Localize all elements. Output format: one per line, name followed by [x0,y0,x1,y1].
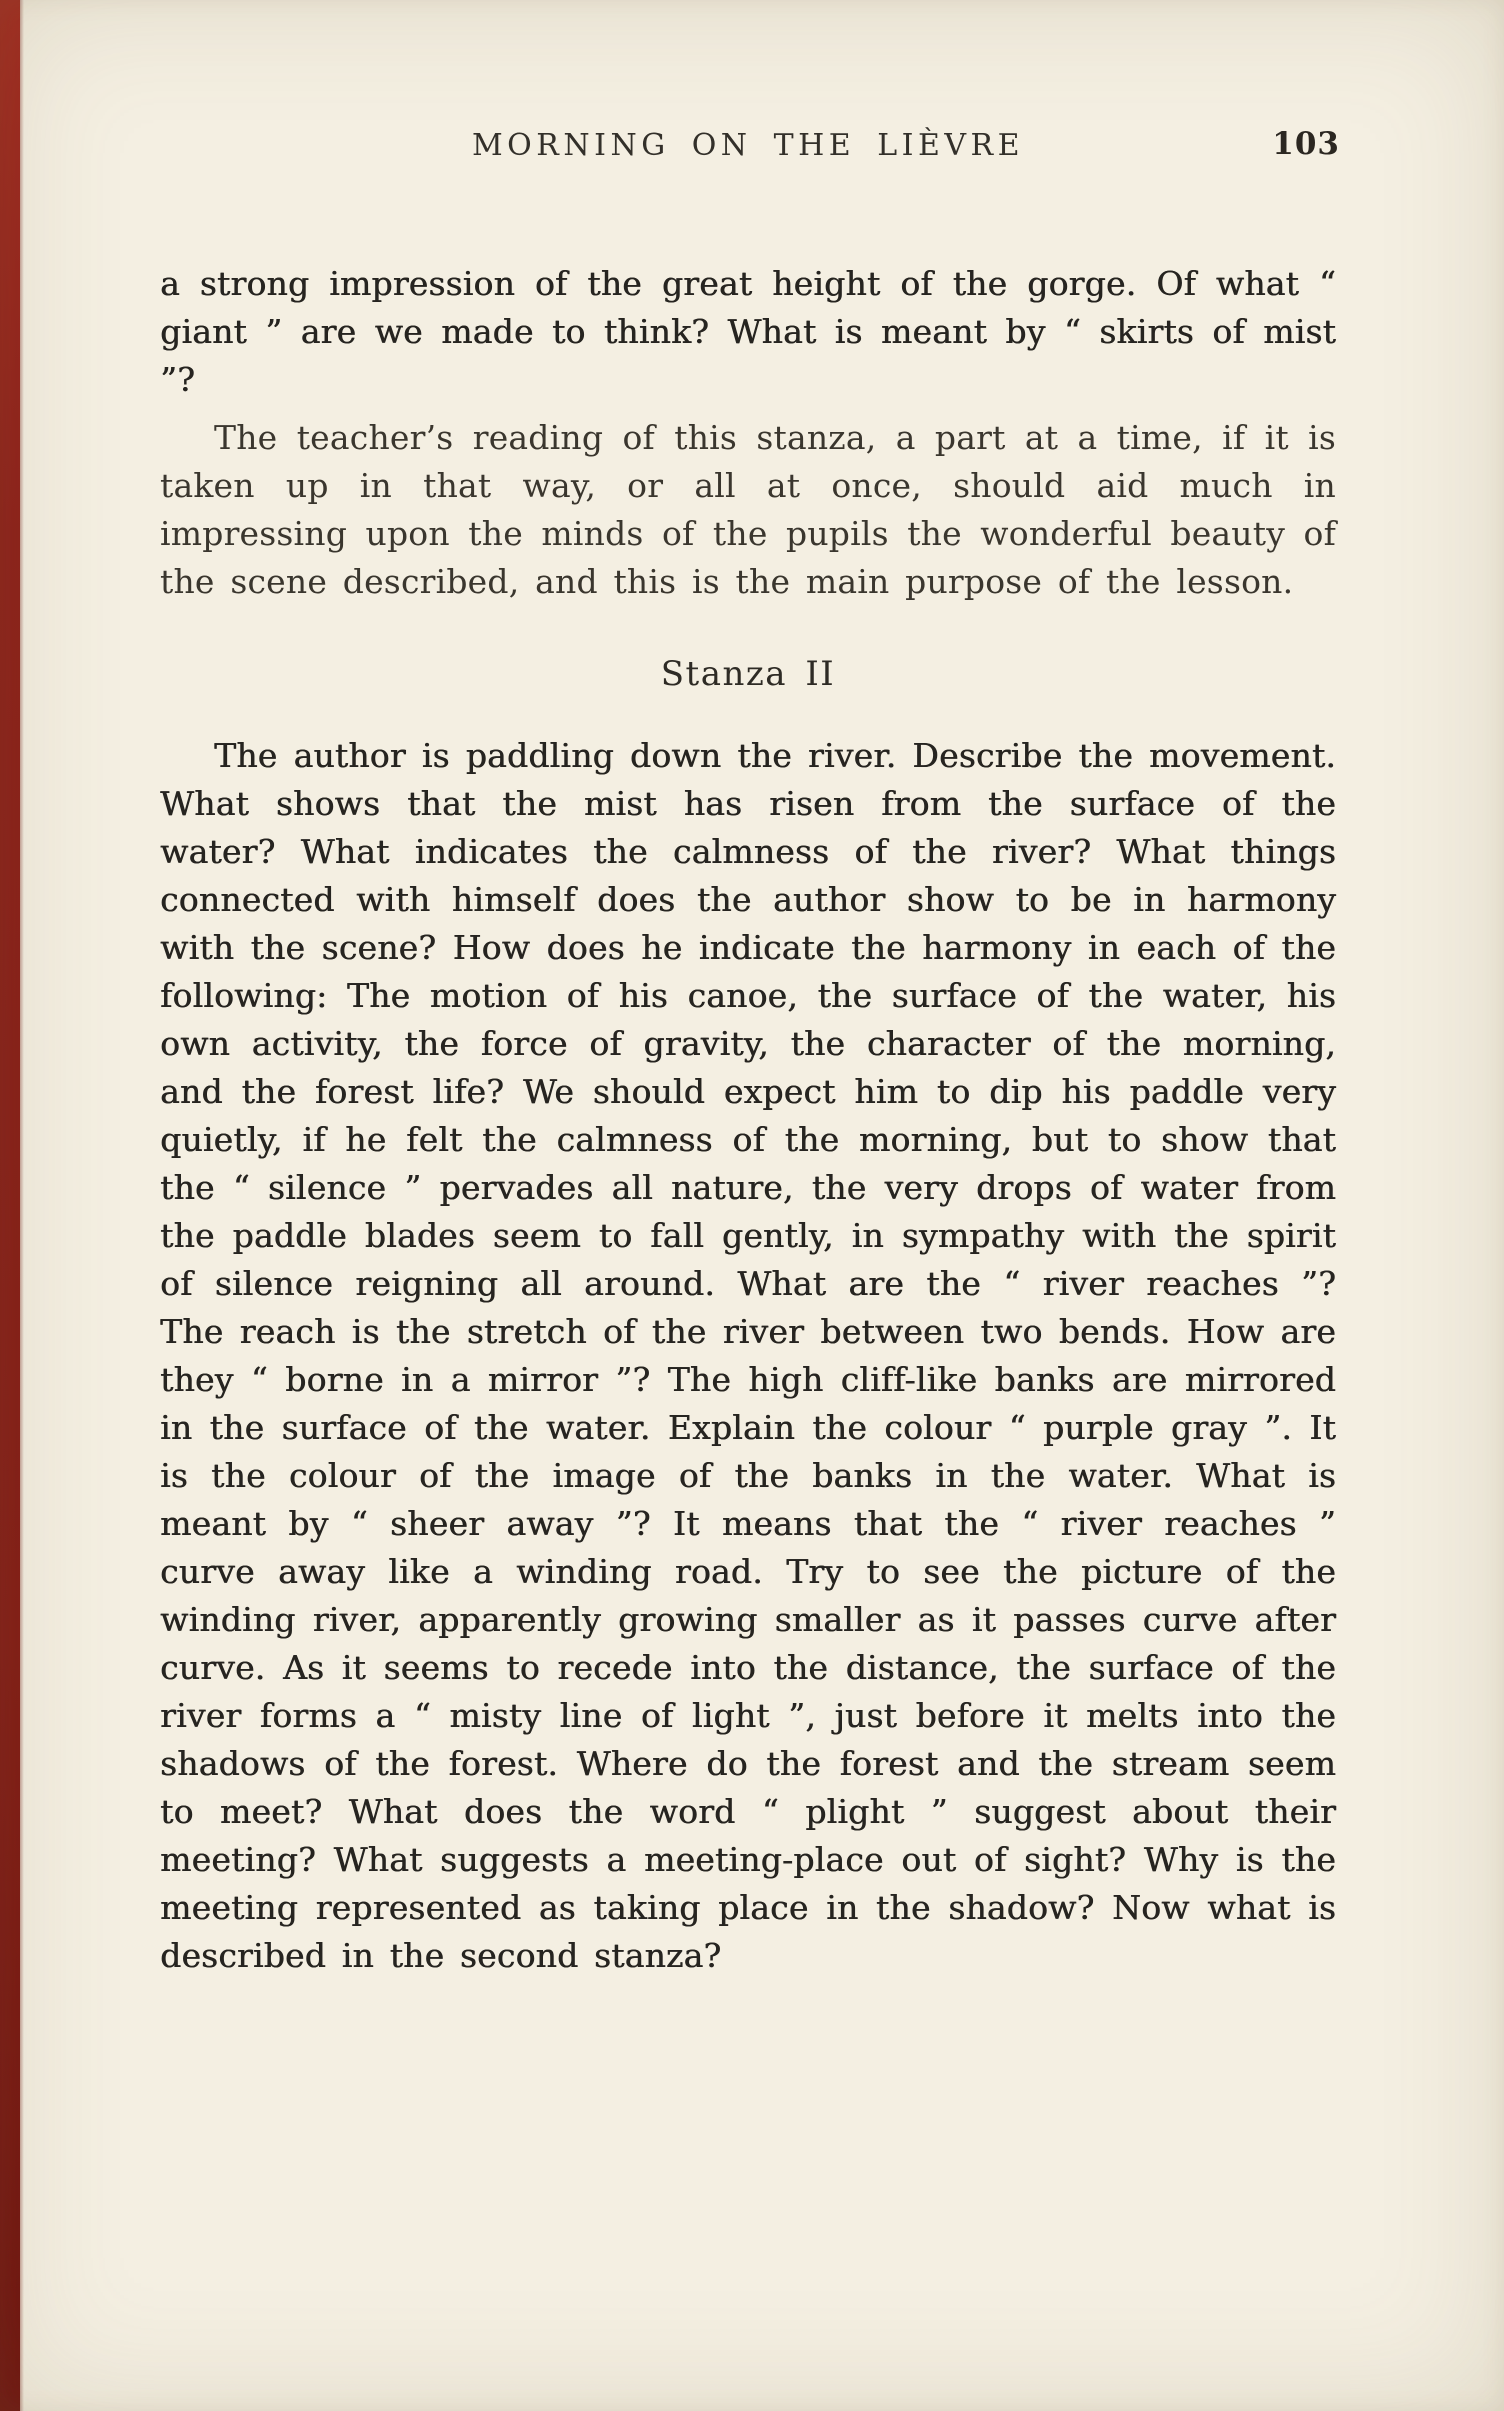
page-edge-red [0,0,20,2411]
page-header [160,126,1340,174]
page-number: 103 [1272,126,1340,162]
section-heading-stanza-ii: Stanza II [660,654,836,694]
paragraph-stanza-ii-questions: The author is paddling down the river. Describe the movement. What shows that the mist has risen from the surface of the water? What indicates the calmness of the river? What things connected with himself does the author show to be in harmony with the scene? How does he indicate the harmony in each of the following: The motion of his canoe, the surface of the water, his own activity, the force of gravity, the character of the morning, and the forest life? We should expect him to dip his paddle very quietly, if he felt the calmness of the morning, but to show that the “ silence ” pervades all nature, the very drops of water from the paddle blades seem to fall gently, in sympathy with the spirit of silence reigning all around. What are the “ river reaches ”? The reach is the stretch of the river between two bends. How are they “ borne in a mirror ”? The high cliff-like banks are mirrored in the surface of the water. Explain the colour “ purple gray ”. It is the colour of the image of the banks in the water. What is meant by “ sheer away ”? It means that the “ river reaches ” curve away like a winding road. Try to see the picture of the winding river, apparently growing smaller as it passes curve after curve. As it seems to recede into the distance, the surface of the river forms a “ misty line of light ”, just before it melts into the shadows of the forest. Where do the forest and the stream seem to meet? What does the word “ plight ” suggest about their meeting? What suggests a meeting-place out of sight? Why is the meeting represented as taking place in the shadow? Now what is described in the second stanza? [160,736,1336,1975]
paragraph-teachers-reading: The teacher’s reading of this stanza, a part at a time, if it is taken up in that way, or all at once, should aid much in impressing upon the minds of the pupils the wonderful beauty of the scene described, and this is the main purpose of the lesson. [160,418,1336,601]
running-title: MORNING ON THE LIÈVRE [471,128,1025,163]
text-block [160,126,1340,1990]
paragraph-gorge-questions: a strong impression of the great height of the gorge. Of what “ giant ” are we made to think? What is meant by “ skirts of mist ”? [160,264,1336,399]
